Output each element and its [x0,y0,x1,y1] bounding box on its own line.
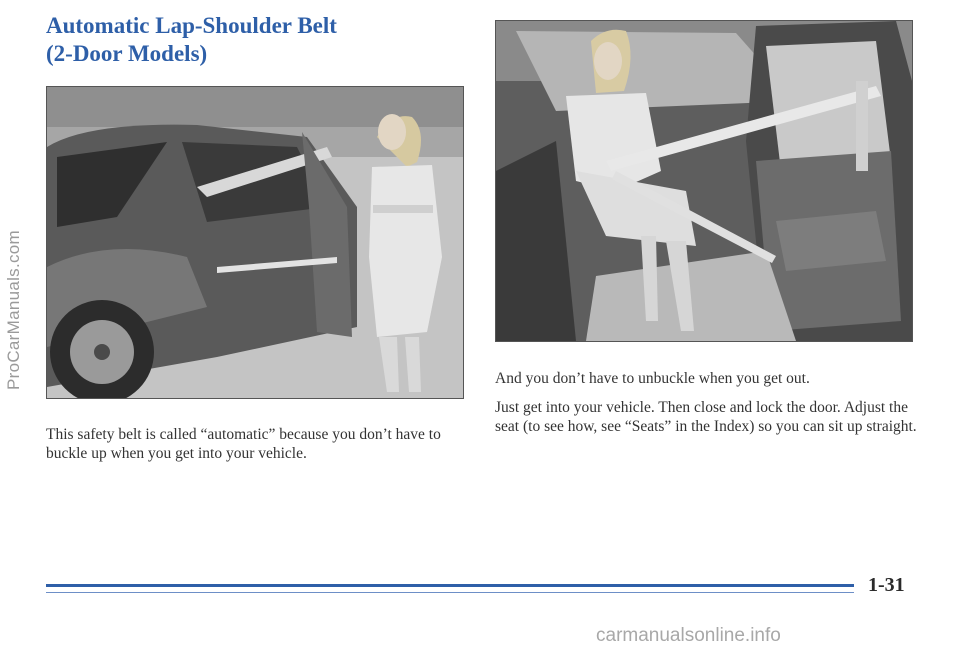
footer-rule-thin [46,592,854,593]
section-title-line-1: Automatic Lap-Shoulder Belt [46,13,337,38]
footer-rule-thick [46,584,854,587]
section-title-line-2: (2-Door Models) [46,41,208,66]
watermark-side-text: ProCarManuals.com [4,229,24,391]
body-paragraph-unbuckle: And you don’t have to unbuckle when you get out. [495,370,810,387]
page-number: 1-31 [868,574,905,596]
illustration-woman-seated-in-car [495,20,913,342]
watermark-side [2,100,26,520]
illustration-woman-beside-open-car-door [46,86,464,399]
body-paragraph-adjust-seat: Just get into your vehicle. Then close and lock the door. Adjust the seat (to see how, see “Seats” in the Index) so you can sit up straight. [495,399,917,435]
illustration-right-graphic [496,21,912,341]
illustration-left-graphic [47,87,463,398]
body-paragraph-automatic-belt: This safety belt is called “automatic” because you don’t have to buckle up when you get into your vehicle. [46,426,441,462]
section-title [46,12,337,68]
watermark-bottom: carmanualsonline.info [596,625,781,646]
